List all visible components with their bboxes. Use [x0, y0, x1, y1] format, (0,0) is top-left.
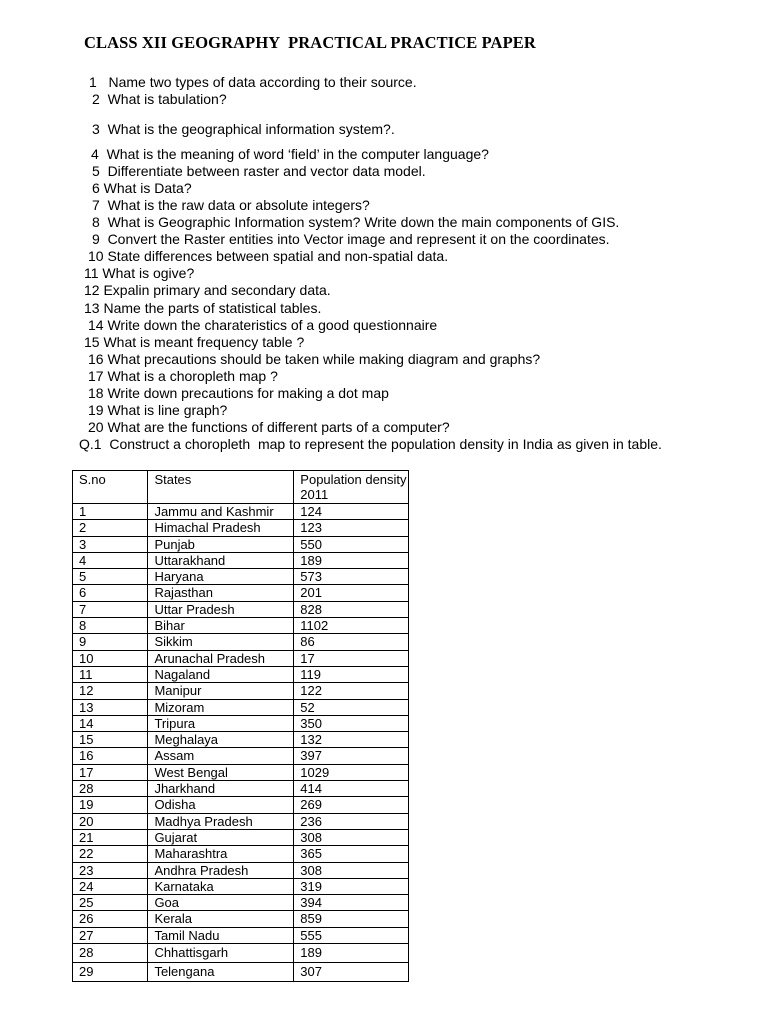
table-row [73, 846, 409, 862]
question-item: 2 What is tabulation? [92, 91, 227, 107]
table-cell-density: 1029 [294, 764, 409, 780]
table-cell-state: Jharkhand [148, 781, 294, 797]
table-cell-state: Karnataka [148, 878, 294, 894]
question-item: 17 What is a choropleth map ? [88, 368, 278, 384]
table-cell-sno: 23 [73, 862, 148, 878]
table-cell-state: Tripura [148, 715, 294, 731]
table-row [73, 748, 409, 764]
table-row [73, 944, 409, 963]
table-cell-sno: 27 [73, 927, 148, 943]
table-row [73, 536, 409, 552]
question-item: 14 Write down the charateristics of a good questionnaire [88, 317, 438, 333]
table-row [73, 666, 409, 682]
table-cell-density: 555 [294, 927, 409, 943]
table-row [73, 963, 409, 982]
page-title: CLASS XII GEOGRAPHY PRACTICAL PRACTICE PAPER [84, 33, 536, 52]
table-cell-state: Meghalaya [148, 732, 294, 748]
table-row [73, 504, 409, 520]
table-cell-sno: 15 [73, 732, 148, 748]
table-cell-state: Tamil Nadu [148, 927, 294, 943]
table-cell-state: Sikkim [148, 634, 294, 650]
table-row [73, 813, 409, 829]
table-cell-density: 308 [294, 829, 409, 845]
question-item: 6 What is Data? [92, 180, 192, 196]
question-item: 12 Expalin primary and secondary data. [84, 282, 331, 298]
table-cell-density: 52 [294, 699, 409, 715]
table-cell-state: West Bengal [148, 764, 294, 780]
question-item: 19 What is line graph? [88, 402, 228, 418]
table-row [73, 911, 409, 927]
table-cell-sno: 7 [73, 601, 148, 617]
table-cell-density: 365 [294, 846, 409, 862]
table-cell-density: 573 [294, 569, 409, 585]
table-cell-sno: 22 [73, 846, 148, 862]
table-cell-state: Telengana [148, 963, 294, 982]
table-cell-sno: 29 [73, 963, 148, 982]
table-row [73, 895, 409, 911]
table-cell-density: 201 [294, 585, 409, 601]
table-cell-density: 236 [294, 813, 409, 829]
table-cell-state: Himachal Pradesh [148, 520, 294, 536]
column-header-sno: S.no [73, 471, 148, 504]
question-item: 10 State differences between spatial and non-spatial data. [88, 248, 449, 264]
question-item: 5 Differentiate between raster and vector data model. [92, 163, 426, 179]
table-cell-sno: 2 [73, 520, 148, 536]
table-cell-density: 123 [294, 520, 409, 536]
table-row [73, 520, 409, 536]
table-row [73, 764, 409, 780]
table-cell-sno: 16 [73, 748, 148, 764]
table-cell-sno: 12 [73, 683, 148, 699]
table-cell-sno: 17 [73, 764, 148, 780]
table-cell-sno: 20 [73, 813, 148, 829]
table-cell-sno: 14 [73, 715, 148, 731]
question-item: 1 Name two types of data according to their source. [89, 74, 417, 90]
table-row [73, 683, 409, 699]
table-cell-density: 189 [294, 552, 409, 568]
table-cell-density: 394 [294, 895, 409, 911]
table-row [73, 878, 409, 894]
question-item: 18 Write down precautions for making a dot map [88, 385, 389, 401]
table-cell-state: Mizoram [148, 699, 294, 715]
column-header-states: States [148, 471, 294, 504]
table-cell-state: Odisha [148, 797, 294, 813]
table-row [73, 829, 409, 845]
table-row [73, 569, 409, 585]
table-cell-state: Chhattisgarh [148, 944, 294, 963]
table-cell-density: 319 [294, 878, 409, 894]
table-row [73, 601, 409, 617]
table-cell-density: 86 [294, 634, 409, 650]
table-cell-state: Arunachal Pradesh [148, 650, 294, 666]
table-cell-sno: 8 [73, 618, 148, 634]
table-cell-sno: 19 [73, 797, 148, 813]
table-cell-density: 308 [294, 862, 409, 878]
table-cell-sno: 9 [73, 634, 148, 650]
table-cell-state: Maharashtra [148, 846, 294, 862]
table-cell-sno: 13 [73, 699, 148, 715]
question-item: 7 What is the raw data or absolute integers? [92, 197, 370, 213]
table-row [73, 715, 409, 731]
table-cell-density: 350 [294, 715, 409, 731]
table-row [73, 732, 409, 748]
question-item: 13 Name the parts of statistical tables. [84, 300, 322, 316]
table-cell-state: Gujarat [148, 829, 294, 845]
column-header-population-density: Population density 2011 [294, 471, 409, 504]
table-row [73, 552, 409, 568]
table-cell-state: Punjab [148, 536, 294, 552]
table-cell-density: 397 [294, 748, 409, 764]
table-cell-state: Jammu and Kashmir [148, 504, 294, 520]
table-cell-sno: 21 [73, 829, 148, 845]
question-item: 9 Convert the Raster entities into Vector image and represent it on the coordinates. [92, 231, 610, 247]
table-row [73, 862, 409, 878]
table-cell-density: 122 [294, 683, 409, 699]
table-row [73, 699, 409, 715]
table-cell-density: 17 [294, 650, 409, 666]
question-item: 11 What is ogive? [84, 265, 195, 281]
table-cell-state: Andhra Pradesh [148, 862, 294, 878]
table-cell-state: Uttarakhand [148, 552, 294, 568]
table-row [73, 781, 409, 797]
table-row [73, 797, 409, 813]
table-cell-state: Kerala [148, 911, 294, 927]
table-cell-sno: 28 [73, 781, 148, 797]
table-cell-sno: 11 [73, 666, 148, 682]
table-cell-sno: 10 [73, 650, 148, 666]
table-body [73, 504, 409, 982]
table-cell-density: 307 [294, 963, 409, 982]
question-item: Q.1 Construct a choropleth map to represent the population density in India as given in table. [79, 436, 662, 452]
population-density-table [72, 470, 409, 982]
table-cell-density: 269 [294, 797, 409, 813]
question-item: 20 What are the functions of different parts of a computer? [88, 419, 450, 435]
table-row [73, 927, 409, 943]
table-cell-state: Haryana [148, 569, 294, 585]
table-cell-state: Manipur [148, 683, 294, 699]
table-cell-state: Bihar [148, 618, 294, 634]
table-cell-state: Assam [148, 748, 294, 764]
table-cell-state: Madhya Pradesh [148, 813, 294, 829]
question-item: 4 What is the meaning of word ‘field’ in the computer language? [91, 146, 489, 162]
table-cell-sno: 24 [73, 878, 148, 894]
table-cell-state: Rajasthan [148, 585, 294, 601]
table-row [73, 618, 409, 634]
table-header-row [73, 471, 409, 504]
table-cell-sno: 3 [73, 536, 148, 552]
table-cell-sno: 6 [73, 585, 148, 601]
table-cell-density: 124 [294, 504, 409, 520]
table-row [73, 585, 409, 601]
table-cell-sno: 25 [73, 895, 148, 911]
question-item: 3 What is the geographical information system?. [92, 121, 395, 137]
table-cell-density: 119 [294, 666, 409, 682]
table-cell-density: 1102 [294, 618, 409, 634]
question-item: 15 What is meant frequency table ? [84, 334, 305, 350]
table-cell-state: Nagaland [148, 666, 294, 682]
table-cell-sno: 28 [73, 944, 148, 963]
table-cell-density: 132 [294, 732, 409, 748]
table-cell-state: Uttar Pradesh [148, 601, 294, 617]
table-cell-density: 189 [294, 944, 409, 963]
question-item: 8 What is Geographic Information system? Write down the main components of GIS. [92, 214, 620, 230]
table-cell-sno: 5 [73, 569, 148, 585]
table-cell-density: 859 [294, 911, 409, 927]
table-cell-sno: 4 [73, 552, 148, 568]
table-row [73, 650, 409, 666]
question-item: 16 What precautions should be taken while making diagram and graphs? [88, 351, 541, 367]
table-row [73, 634, 409, 650]
table-cell-state: Goa [148, 895, 294, 911]
table-cell-density: 550 [294, 536, 409, 552]
table-cell-density: 828 [294, 601, 409, 617]
table-cell-sno: 1 [73, 504, 148, 520]
table-cell-sno: 26 [73, 911, 148, 927]
table-cell-density: 414 [294, 781, 409, 797]
